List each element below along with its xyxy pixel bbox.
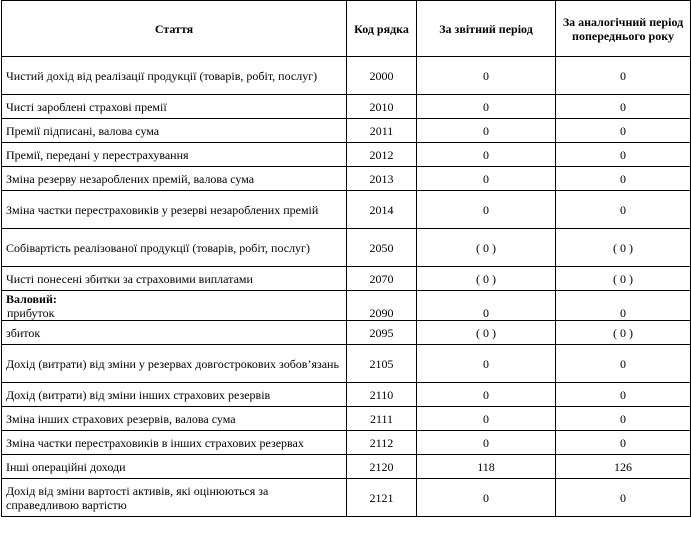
row-current-value: ( 0 ) [417, 321, 556, 345]
row-code: 2095 [347, 321, 417, 345]
table-row [2, 95, 691, 119]
row-current-value: ( 0 ) [417, 229, 556, 267]
row-previous-value: 0 [556, 95, 691, 119]
row-code: 2010 [347, 95, 417, 119]
row-code: 2121 [347, 479, 417, 517]
row-current-value: 0 [417, 119, 556, 143]
row-previous-value: ( 0 ) [556, 267, 691, 291]
row-code: 2000 [347, 57, 417, 95]
row-current-value: 0 [417, 291, 556, 321]
row-current-value: 0 [417, 431, 556, 455]
row-previous-value: ( 0 ) [556, 229, 691, 267]
row-code: 2112 [347, 431, 417, 455]
table-row [2, 191, 691, 229]
row-previous-value: 0 [556, 431, 691, 455]
table-row [2, 229, 691, 267]
table-row [2, 321, 691, 345]
table-row [2, 431, 691, 455]
table-header-row [2, 1, 691, 57]
row-code: 2120 [347, 455, 417, 479]
table-row [2, 57, 691, 95]
row-code: 2014 [347, 191, 417, 229]
row-item: Зміна частки перестраховиків у резерві незароблених премій [2, 191, 347, 229]
row-current-value: 0 [417, 143, 556, 167]
row-previous-value: 0 [556, 291, 691, 321]
row-current-value: ( 0 ) [417, 267, 556, 291]
table-row [2, 407, 691, 431]
row-previous-value: 0 [556, 479, 691, 517]
row-previous-value: 0 [556, 191, 691, 229]
row-item-label: прибуток [7, 305, 55, 320]
row-code: 2110 [347, 383, 417, 407]
row-item: Зміна інших страхових резервів, валова сума [2, 407, 347, 431]
financial-results-table [1, 0, 691, 517]
row-previous-value: 0 [556, 345, 691, 383]
row-item: Чисті понесені збитки за страховими виплатами [2, 267, 347, 291]
row-item: Зміна частки перестраховиків в інших страхових резервах [2, 431, 347, 455]
row-current-value: 0 [417, 167, 556, 191]
row-code: 2090 [347, 291, 417, 321]
table-row [2, 119, 691, 143]
row-previous-value: 0 [556, 119, 691, 143]
header-item: Стаття [2, 1, 347, 57]
row-item: Дохід (витрати) від зміни інших страхових резервів [2, 383, 347, 407]
row-previous-value: 0 [556, 383, 691, 407]
row-item: Премії підписані, валова сума [2, 119, 347, 143]
row-previous-value: 0 [556, 57, 691, 95]
table-row [2, 267, 691, 291]
row-item [2, 291, 347, 321]
row-current-value: 0 [417, 479, 556, 517]
row-code: 2012 [347, 143, 417, 167]
row-current-value: 0 [417, 95, 556, 119]
row-current-value: 0 [417, 57, 556, 95]
row-item: збиток [2, 321, 347, 345]
row-code: 2105 [347, 345, 417, 383]
row-code: 2011 [347, 119, 417, 143]
row-previous-value: ( 0 ) [556, 321, 691, 345]
row-previous-value: 0 [556, 167, 691, 191]
table-row [2, 291, 691, 321]
row-item: Премії, передані у перестрахування [2, 143, 347, 167]
row-item: Зміна резерву незароблених премій, валова сума [2, 167, 347, 191]
header-current-period: За звітний період [417, 1, 556, 57]
row-previous-value: 0 [556, 143, 691, 167]
row-current-value: 0 [417, 345, 556, 383]
table-row [2, 479, 691, 517]
row-item: Дохід від зміни вартості активів, які оцінюються за справедливою вартістю [2, 479, 347, 517]
row-previous-value: 126 [556, 455, 691, 479]
row-item: Чисті зароблені страхові премії [2, 95, 347, 119]
row-code: 2070 [347, 267, 417, 291]
row-item: Інші операційні доходи [2, 455, 347, 479]
table-row [2, 345, 691, 383]
row-code: 2013 [347, 167, 417, 191]
row-item: Чистий дохід від реалізації продукції (товарів, робіт, послуг) [2, 57, 347, 95]
table-row [2, 383, 691, 407]
header-previous-period: За аналогічний період попереднього року [556, 1, 691, 57]
row-previous-value: 0 [556, 407, 691, 431]
row-current-value: 0 [417, 407, 556, 431]
table-row [2, 143, 691, 167]
header-code: Код рядка [347, 1, 417, 57]
table-row [2, 455, 691, 479]
row-item: Дохід (витрати) від зміни у резервах довгострокових зобов’язань [2, 345, 347, 383]
row-code: 2111 [347, 407, 417, 431]
group-title: Валовий: [6, 291, 57, 306]
table-row [2, 167, 691, 191]
row-code: 2050 [347, 229, 417, 267]
row-current-value: 0 [417, 191, 556, 229]
row-item: Собівартість реалізованої продукції (товарів, робіт, послуг) [2, 229, 347, 267]
row-current-value: 118 [417, 455, 556, 479]
row-current-value: 0 [417, 383, 556, 407]
